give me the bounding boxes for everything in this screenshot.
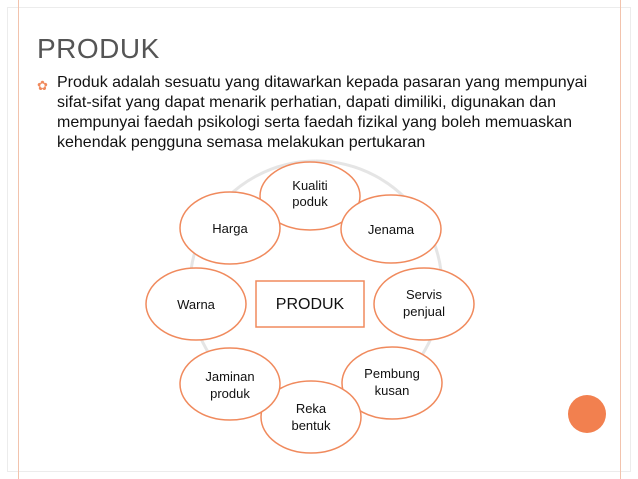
node-jaminan	[180, 348, 280, 420]
center-label: PRODUK	[275, 296, 345, 313]
orange-accent-circle	[568, 395, 606, 433]
bullet-icon: ✿	[37, 78, 48, 93]
slide-body-text: Produk adalah sesuatu yang ditawarkan kepada pasaran yang mempunyai sifat-sifat yang dapat menarik perhatian, dapati dimiliki, digunakan dan mempunyai faedah psikologi serta faedah fizikal yang boleh memuaskan kehendak pengguna semasa melakukan pertukaran	[57, 74, 588, 151]
node-warna	[146, 268, 246, 340]
node-jenama	[341, 195, 441, 263]
node-kualiti-line-2: poduk	[292, 194, 328, 209]
node-reka-line-2: bentuk	[291, 418, 331, 433]
slide-title: PRODUK	[37, 33, 160, 64]
node-harga-label: Harga	[212, 221, 248, 236]
node-pembungkusan-line-1: Pembung	[364, 366, 420, 381]
node-jaminan-line-2: produk	[210, 386, 250, 401]
node-kualiti-line-1: Kualiti	[292, 178, 328, 193]
node-pembungkusan-line-2: kusan	[374, 383, 410, 398]
node-harga	[180, 192, 280, 264]
node-jenama-label: Jenama	[367, 222, 415, 237]
node-servis-line-2: penjual	[403, 304, 445, 319]
node-servis-line-1: Servis	[405, 287, 443, 302]
node-jaminan-line-1: Jaminan	[205, 369, 255, 384]
node-reka-line-1: Reka	[295, 401, 327, 416]
node-warna-label: Warna	[177, 297, 215, 312]
node-servis	[374, 268, 474, 340]
